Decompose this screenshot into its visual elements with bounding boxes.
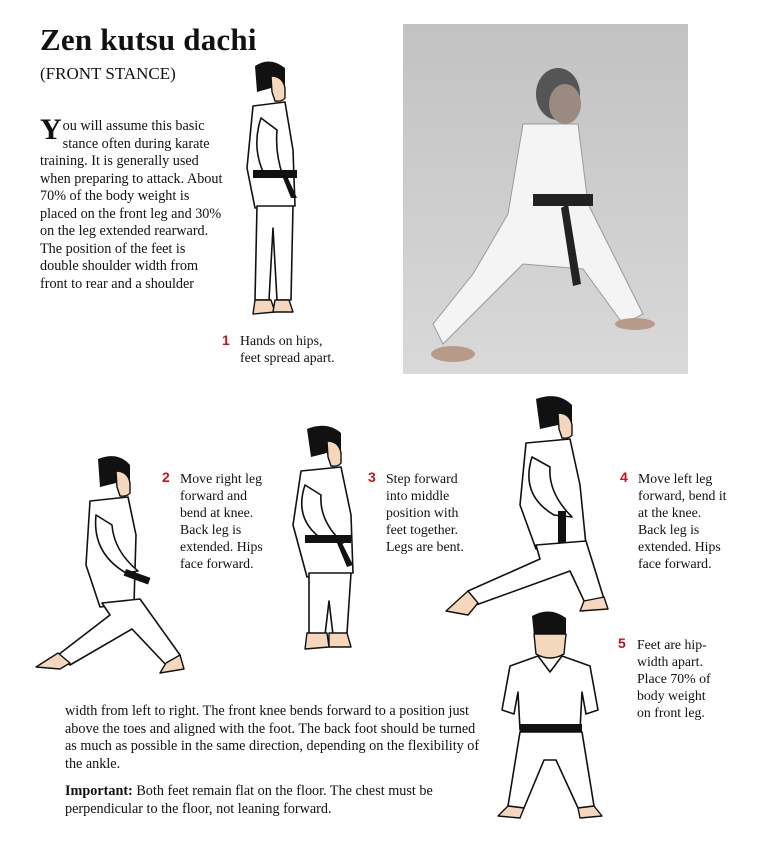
step-3-text: Step forward into middle position with feet together. Legs are bent.: [386, 471, 464, 554]
step-5: [618, 635, 626, 653]
figure-2-illustration: [30, 455, 190, 687]
step-2-number: 2: [162, 469, 170, 485]
step-3-number: 3: [368, 469, 376, 485]
intro-text: ou will assume this basic stance often during karate training. It is generally used when preparing to attack. About 70% of the body weight is placed on the front leg and 30% on the leg extended rearward. The position of the feet is double shoulder width from front to rear and a shoulder: [40, 118, 223, 292]
important-text: Both feet remain flat on the floor. The chest must be perpendicular to the floor, not leaning forward.: [65, 783, 433, 817]
drop-cap: Y: [40, 113, 62, 146]
step-1-text: Hands on hips, feet spread apart.: [240, 333, 335, 365]
step-5-number: 5: [618, 635, 626, 651]
photo-figure: [403, 24, 688, 374]
step-4-text: Move left leg forward, bend it at the knee. Back leg is extended. Hips face forward.: [638, 471, 727, 571]
step-2: [162, 469, 170, 487]
figure-3-illustration: [285, 425, 375, 665]
page-title: Zen kutsu dachi: [40, 22, 257, 57]
figure-5-illustration: [490, 610, 610, 855]
intro-paragraph: [40, 113, 225, 293]
step-5-text: Feet are hip-width apart. Place 70% of body weight on front leg.: [637, 637, 711, 720]
step-4: [620, 469, 628, 487]
important-paragraph: [65, 783, 485, 818]
page-subtitle: (FRONT STANCE): [40, 64, 176, 83]
important-label: Important:: [65, 783, 133, 799]
karate-photo: [403, 24, 688, 374]
step-1: [222, 332, 230, 350]
body-text: [65, 703, 485, 818]
step-1-number: 1: [222, 332, 230, 348]
step-2-text: Move right leg forward and bend at knee. Back leg is extended. Hips face forward.: [180, 471, 263, 571]
continuation-paragraph: width from left to right. The front knee bends forward to a position just above the toes and aligned with the foot. The back foot should be turned as much as possible in the same direction, depending on the flexibility of the ankle.: [65, 703, 480, 772]
figure-1-illustration: [225, 58, 315, 328]
step-4-number: 4: [620, 469, 628, 485]
step-3: [368, 469, 376, 487]
figure-4-illustration: [440, 395, 615, 630]
